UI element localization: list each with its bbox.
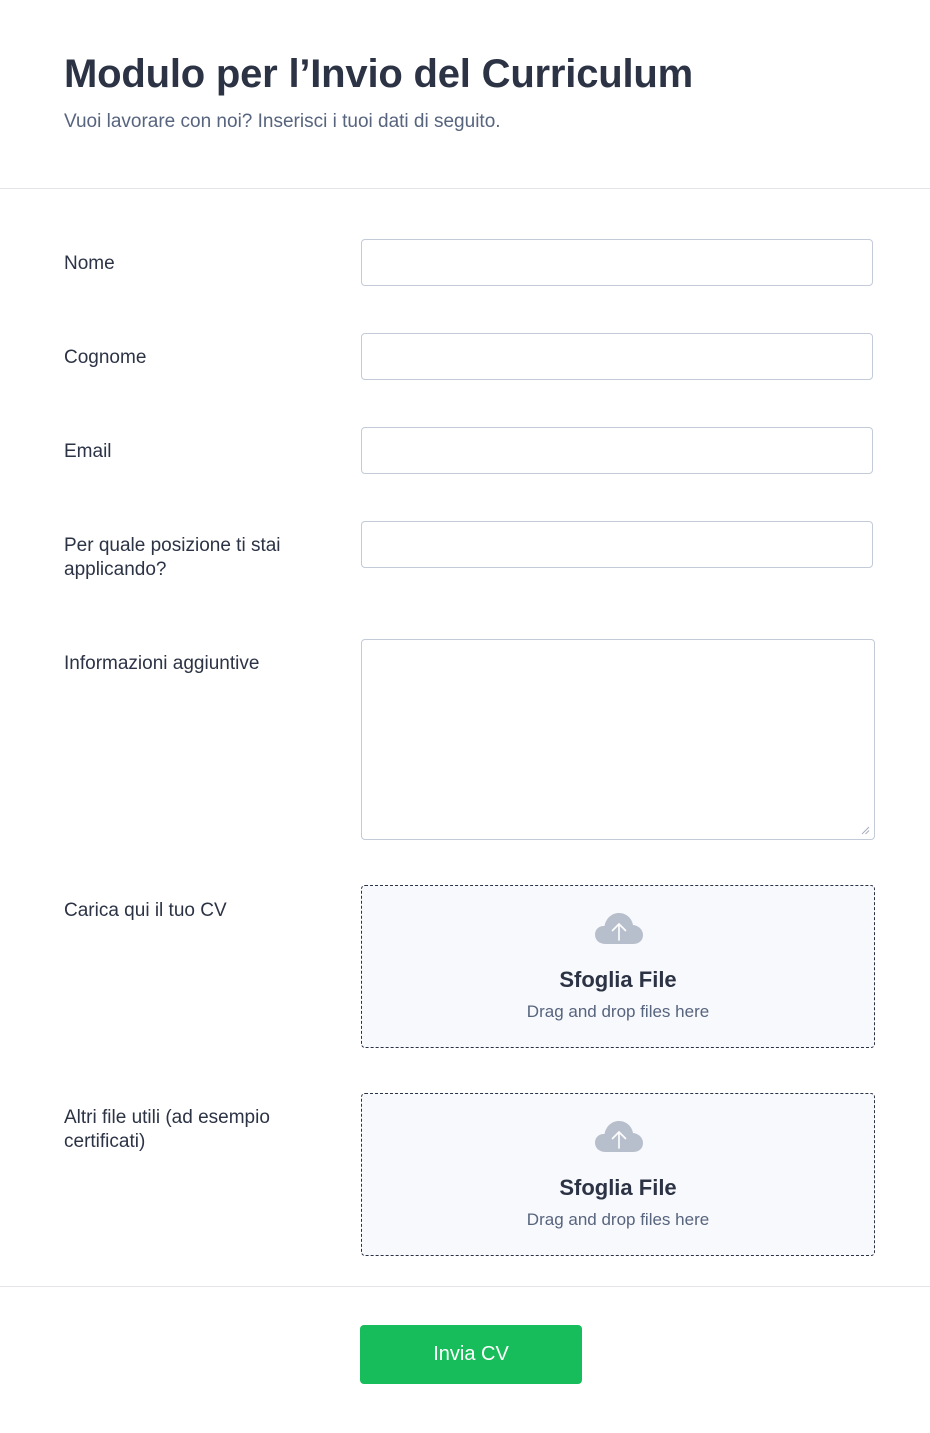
cloud-upload-icon: [595, 912, 643, 946]
cv-upload-label: Carica qui il tuo CV: [64, 900, 227, 921]
additional-info-label: Informazioni aggiuntive: [64, 653, 260, 674]
position-field[interactable]: [361, 521, 873, 568]
position-label: Per quale posizione ti stai applicando?: [64, 535, 281, 580]
last-name-label: Cognome: [64, 347, 147, 368]
cv-upload-dropzone[interactable]: [361, 885, 875, 1048]
footer-divider: [0, 1286, 930, 1287]
first-name-field[interactable]: [361, 239, 873, 286]
other-files-browse-button[interactable]: Sfoglia File: [559, 1175, 677, 1200]
form-header: [0, 0, 930, 189]
cloud-upload-icon: [595, 1120, 643, 1154]
resize-grip-icon[interactable]: [860, 825, 870, 835]
other-files-label: Altri file utili (ad esempio certificati): [64, 1107, 270, 1152]
first-name-label: Nome: [64, 253, 115, 274]
additional-info-textarea[interactable]: [361, 639, 875, 840]
email-field[interactable]: [361, 427, 873, 474]
submit-cv-button[interactable]: Invia CV: [360, 1325, 582, 1384]
cv-drag-drop-hint: Drag and drop files here: [526, 1002, 710, 1021]
cv-browse-files-button[interactable]: Sfoglia File: [559, 967, 677, 992]
last-name-field[interactable]: [361, 333, 873, 380]
page-subtitle: Vuoi lavorare con noi? Inserisci i tuoi dati di seguito.: [64, 111, 501, 132]
other-files-dropzone[interactable]: [361, 1093, 875, 1256]
page-title: Modulo per l’Invio del Curriculum: [64, 52, 693, 96]
other-files-drag-drop-hint: Drag and drop files here: [526, 1210, 710, 1229]
email-label: Email: [64, 441, 112, 462]
